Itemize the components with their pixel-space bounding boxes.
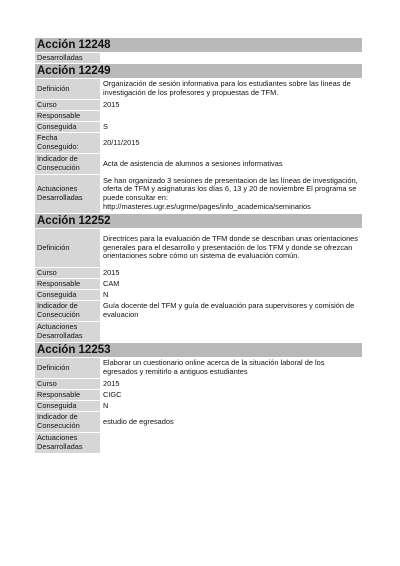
field-value: S	[103, 121, 108, 131]
field-value	[100, 111, 362, 121]
field-value: 2015	[103, 99, 120, 109]
field-value: Guía docente del TFM y guía de evaluación para supervisores y comisión de evaluacion	[103, 301, 355, 319]
field-value: CAM	[103, 278, 120, 288]
field-row	[35, 401, 362, 411]
field-label: Definición	[35, 79, 100, 99]
field-label: Indicador de Consecución	[35, 301, 100, 321]
field-label: Conseguida	[35, 290, 100, 300]
field-value: 2015	[103, 267, 120, 277]
field-row	[35, 122, 362, 132]
field-row	[35, 412, 362, 432]
field-label: Conseguida	[35, 401, 100, 411]
field-row	[35, 229, 362, 267]
action-title: Acción 12253	[35, 343, 362, 357]
field-label: Definición	[35, 358, 100, 378]
document-page	[35, 38, 362, 454]
field-row	[35, 290, 362, 300]
field-row	[35, 53, 362, 63]
field-row	[35, 111, 362, 121]
field-row	[35, 100, 362, 110]
field-label: Curso	[35, 379, 100, 389]
field-value: CIGC	[103, 389, 122, 399]
field-row	[35, 379, 362, 389]
field-label: Fecha Conseguido:	[35, 133, 100, 153]
field-label: Curso	[35, 100, 100, 110]
field-value	[100, 322, 362, 342]
field-value: N	[103, 400, 109, 410]
field-label: Definición	[35, 229, 100, 267]
field-value: 2015	[103, 378, 120, 388]
field-row	[35, 268, 362, 278]
field-value: Acta de asistencia de alumnos a sesiones informativas	[103, 158, 283, 168]
field-value: Organización de sesión informativa para los estudiantes sobre las líneas de investigación de los profesores y propuestas de TFM.	[103, 79, 351, 97]
field-label: Responsable	[35, 279, 100, 289]
field-label: Responsable	[35, 111, 100, 121]
field-value	[100, 433, 362, 453]
field-label: Curso	[35, 268, 100, 278]
field-value: Se han organizado 3 sesiones de presentacion de las líneas de investigación, oferta de TFM y asignaturas los días 6, 13 y 20 de noviembre El programa se puede consultar en: http://masteres.ugr.es/ugrme/pages/info_academica/seminarios	[103, 175, 358, 211]
field-label: Actuaciones Desarrolladas	[35, 322, 100, 342]
field-value: estudio de egresados	[103, 416, 174, 426]
field-label: Conseguida	[35, 122, 100, 132]
action-block-12252	[35, 214, 362, 342]
field-row	[35, 79, 362, 99]
field-row	[35, 301, 362, 321]
field-label: Indicador de Consecución	[35, 412, 100, 432]
action-title: Acción 12249	[35, 64, 362, 78]
field-row	[35, 433, 362, 453]
action-block-12248	[35, 38, 362, 63]
field-value: Directrices para la evaluación de TFM donde se describan unas orientaciones generales para el desarrollo y presentación de los TFM y donde se ofrezcan orientaciones sobre cómo un sistema de evaluación común.	[103, 234, 358, 261]
field-value	[100, 53, 362, 63]
field-row	[35, 358, 362, 378]
action-title: Acción 12248	[35, 38, 362, 52]
field-value: Elaborar un cuestionario online acerca de la situación laboral de los egresados y remitirlo a antiguos estudiantes	[103, 358, 325, 376]
field-row	[35, 154, 362, 174]
field-label: Actuaciones Desarrolladas	[35, 175, 100, 213]
field-row	[35, 175, 362, 213]
field-row	[35, 133, 362, 153]
field-label: Actuaciones Desarrolladas	[35, 433, 100, 453]
field-label: Responsable	[35, 390, 100, 400]
field-row	[35, 322, 362, 342]
field-row	[35, 390, 362, 400]
field-label: Desarrolladas	[35, 53, 100, 63]
action-title: Acción 12252	[35, 214, 362, 228]
field-row	[35, 279, 362, 289]
action-block-12253	[35, 343, 362, 453]
action-block-12249	[35, 64, 362, 213]
field-label: Indicador de Consecución	[35, 154, 100, 174]
field-value: 20/11/2015	[103, 137, 140, 147]
field-value: N	[103, 289, 109, 299]
